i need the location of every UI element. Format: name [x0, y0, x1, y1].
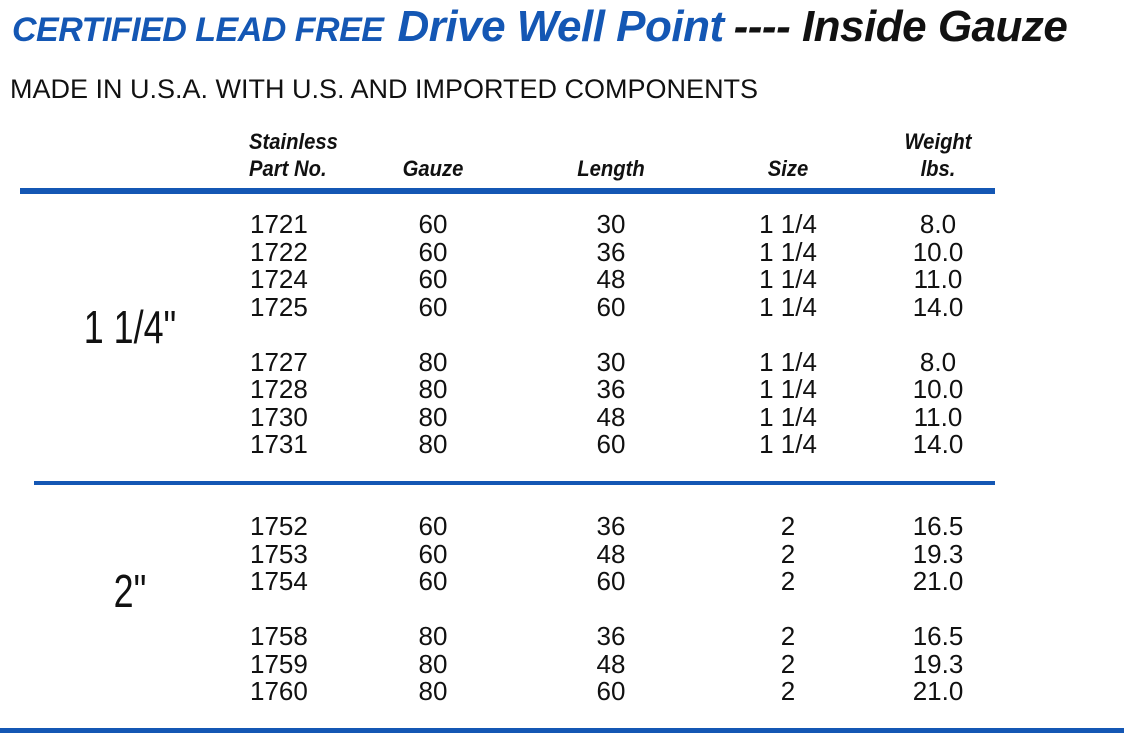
- length-value: 30: [596, 209, 626, 239]
- gauze-value: 80: [418, 676, 448, 706]
- size-value: 1 1/4: [759, 236, 817, 267]
- bottom-divider: [0, 728, 1124, 733]
- length-value: 60: [596, 429, 626, 459]
- part-number: 1725: [250, 291, 308, 322]
- size-value: 1 1/4: [759, 429, 817, 459]
- gauze-value: 80: [418, 429, 448, 459]
- size-value: 1 1/4: [759, 346, 817, 377]
- length-value: 60: [596, 566, 626, 596]
- length-value: 36: [596, 236, 626, 267]
- gauze-value: 80: [418, 346, 448, 377]
- weight-value: 10.0: [912, 374, 964, 404]
- header-size: Size: [767, 156, 809, 181]
- part-number: 1727: [250, 346, 308, 377]
- part-number: 1728: [250, 374, 308, 404]
- gauze-value: 60: [418, 264, 448, 294]
- gauze-value: 80: [418, 374, 448, 404]
- gauze-value: 60: [418, 291, 448, 322]
- gauze-value: 80: [418, 621, 448, 651]
- length-value: 48: [596, 538, 626, 569]
- weight-value: 21.0: [912, 566, 964, 596]
- group-label-2: 2": [113, 565, 147, 617]
- header-weight-line1: Weight: [904, 129, 972, 154]
- part-number: 1721: [250, 209, 308, 239]
- gauze-value: 80: [418, 401, 448, 432]
- page-title: [12, 2, 1122, 58]
- size-value: 1 1/4: [759, 291, 817, 322]
- size-value: 1 1/4: [759, 401, 817, 432]
- title-certified: CERTIFIED LEAD FREE: [12, 11, 384, 49]
- group-label-1-1-4: 1 1/4": [83, 301, 177, 353]
- part-number: 1752: [250, 511, 308, 541]
- weight-value: 19.3: [912, 538, 964, 569]
- weight-value: 16.5: [912, 621, 964, 651]
- gauze-value: 60: [418, 236, 448, 267]
- weight-value: 16.5: [912, 511, 964, 541]
- part-number: 1758: [250, 621, 308, 651]
- weight-value: 11.0: [913, 264, 963, 294]
- title-product: Drive Well Point: [397, 2, 724, 51]
- part-number: 1731: [250, 429, 308, 459]
- size-value: 2: [780, 566, 796, 596]
- part-number: 1754: [250, 566, 308, 596]
- header-part-line2: Part No.: [249, 156, 327, 181]
- size-value: 2: [780, 511, 796, 541]
- weight-value: 8.0: [919, 346, 957, 377]
- size-value: 2: [780, 621, 796, 651]
- gauze-value: 60: [418, 511, 448, 541]
- length-value: 36: [596, 374, 626, 404]
- header-part-line1: Stainless: [249, 129, 338, 154]
- weight-value: 11.0: [913, 401, 963, 432]
- gauze-value: 60: [418, 209, 448, 239]
- length-value: 36: [596, 511, 626, 541]
- size-value: 2: [780, 538, 796, 569]
- header-divider: [20, 188, 995, 194]
- size-value: 1 1/4: [759, 374, 817, 404]
- size-value: 1 1/4: [759, 264, 817, 294]
- length-value: 60: [596, 676, 626, 706]
- weight-value: 14.0: [912, 291, 964, 322]
- title-suffix: ---- Inside Gauze: [733, 2, 1068, 51]
- group-divider: [34, 481, 995, 485]
- part-number: 1722: [250, 236, 308, 267]
- weight-value: 8.0: [919, 209, 957, 239]
- header-length: Length: [577, 156, 645, 181]
- size-value: 2: [780, 648, 796, 679]
- weight-value: 14.0: [912, 429, 964, 459]
- weight-value: 21.0: [912, 676, 964, 706]
- length-value: 36: [596, 621, 626, 651]
- length-value: 60: [596, 291, 626, 322]
- subtitle: MADE IN U.S.A. WITH U.S. AND IMPORTED COMPONENTS: [10, 74, 759, 104]
- header-weight-line2: lbs.: [920, 156, 956, 181]
- length-value: 30: [596, 346, 626, 377]
- part-number: 1760: [250, 676, 308, 706]
- part-number: 1753: [250, 538, 308, 569]
- part-number: 1724: [250, 264, 308, 294]
- weight-value: 10.0: [912, 236, 964, 267]
- header-gauze: Gauze: [402, 156, 464, 181]
- length-value: 48: [596, 401, 626, 432]
- weight-value: 19.3: [912, 648, 964, 679]
- gauze-value: 80: [418, 648, 448, 679]
- part-number: 1730: [250, 401, 308, 432]
- length-value: 48: [596, 648, 626, 679]
- gauze-value: 60: [418, 538, 448, 569]
- size-value: 1 1/4: [759, 209, 817, 239]
- gauze-value: 60: [418, 566, 448, 596]
- length-value: 48: [596, 264, 626, 294]
- size-value: 2: [780, 676, 796, 706]
- part-number: 1759: [250, 648, 308, 679]
